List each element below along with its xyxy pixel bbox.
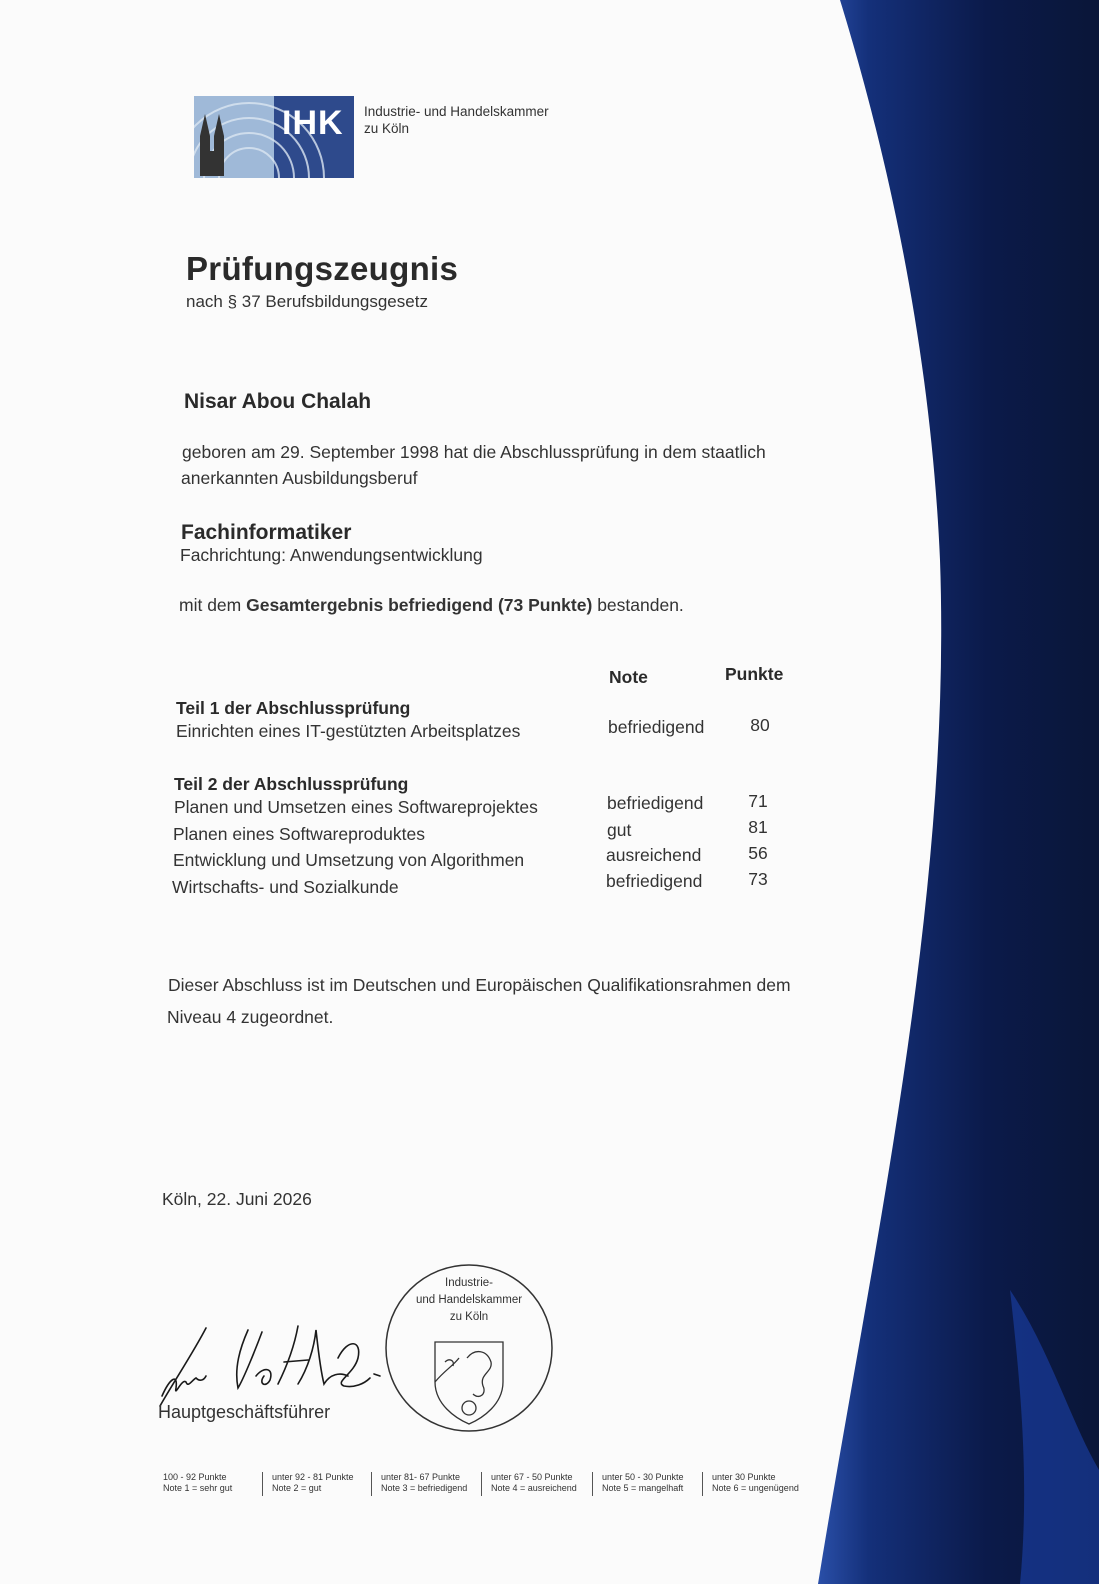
scale-range: unter 30 Punkte: [712, 1472, 776, 1482]
org-name-line2: zu Köln: [364, 121, 410, 136]
scale-note: Note 1 = sehr gut: [163, 1483, 233, 1493]
dqr-text-line2: Niveau 4 zugeordnet.: [167, 1007, 334, 1027]
scale-divider: [262, 1472, 263, 1496]
grading-scale-item: [272, 1472, 354, 1494]
scale-divider: [702, 1472, 703, 1496]
ihk-logo: [194, 96, 354, 178]
grading-scale-item: [163, 1472, 232, 1494]
signature-title: Hauptgeschäftsführer: [158, 1402, 331, 1422]
scale-range: unter 92 - 81 Punkte: [272, 1472, 354, 1482]
subject-name: Entwicklung und Umsetzung von Algorithmen: [173, 850, 525, 870]
scale-range: unter 67 - 50 Punkte: [491, 1472, 573, 1482]
seal-line2: und Handelskammer: [415, 1294, 523, 1306]
grading-scale-item: [381, 1472, 467, 1494]
overall-result: [179, 593, 684, 617]
scale-divider: [371, 1472, 372, 1496]
grading-scale-item: [602, 1472, 684, 1494]
seal-line1: Industrie-: [445, 1277, 493, 1289]
scale-divider: [592, 1472, 593, 1496]
scale-note: Note 3 = befriedigend: [381, 1483, 468, 1493]
scale-range: 100 - 92 Punkte: [163, 1472, 227, 1482]
subject-name: Planen eines Softwareproduktes: [173, 824, 425, 844]
subject-points: 80: [750, 715, 770, 735]
subject-points: 71: [748, 791, 768, 811]
scale-note: Note 2 = gut: [272, 1483, 322, 1493]
dqr-text-line1: Dieser Abschluss ist im Deutschen und Europäischen Qualifikationsrahmen dem: [168, 975, 791, 995]
subject-points: 81: [748, 817, 768, 837]
grading-scale-item: [712, 1472, 799, 1494]
document-subtitle: nach § 37 Berufsbildungsgesetz: [186, 292, 428, 311]
profession: Fachinformatiker: [181, 521, 352, 544]
document-title: Prüfungszeugnis: [186, 250, 459, 287]
subject-grade: ausreichend: [606, 845, 702, 865]
subject-grade: befriedigend: [608, 717, 705, 737]
birth-text-line2: anerkannten Ausbildungsberuf: [181, 468, 418, 488]
candidate-name: Nisar Abou Chalah: [184, 390, 372, 413]
subject-grade: befriedigend: [606, 871, 703, 891]
subject-name: Einrichten eines IT-gestützten Arbeitsplatzes: [176, 721, 521, 741]
seal-line3: zu Köln: [449, 1311, 489, 1323]
result-prefix: mit dem: [179, 595, 242, 615]
scale-range: unter 50 - 30 Punkte: [602, 1472, 684, 1482]
subject-name: Wirtschafts- und Sozialkunde: [172, 877, 399, 897]
subject-name: Planen und Umsetzen eines Softwareprojektes: [174, 797, 538, 817]
coat-of-arms-icon: [435, 1342, 503, 1424]
subject-grade: befriedigend: [607, 793, 704, 813]
scale-divider: [481, 1472, 482, 1496]
scale-note: Note 6 = ungenügend: [712, 1483, 799, 1493]
result-suffix: bestanden.: [597, 595, 684, 615]
handwritten-signature: [148, 1318, 388, 1410]
specialization: Fachrichtung: Anwendungsentwicklung: [180, 545, 483, 565]
column-header-note: Note: [609, 667, 648, 687]
subject-points: 73: [748, 869, 768, 889]
org-name-line1: Industrie- und Handelskammer: [364, 104, 549, 119]
subject-grade: gut: [607, 820, 632, 840]
official-seal: [383, 1262, 555, 1434]
scale-range: unter 81- 67 Punkte: [381, 1472, 461, 1482]
column-header-points: Punkte: [725, 664, 784, 684]
logo-text: IHK: [282, 104, 344, 142]
part2-title: Teil 2 der Abschlussprüfung: [174, 774, 409, 794]
grading-scale-item: [491, 1472, 577, 1494]
birth-text-line1: geboren am 29. September 1998 hat die Abschlussprüfung in dem staatlich: [182, 442, 766, 462]
subject-points: 56: [748, 843, 768, 863]
scale-note: Note 5 = mangelhaft: [602, 1483, 684, 1493]
place-date: Köln, 22. Juni 2026: [162, 1189, 312, 1209]
scale-note: Note 4 = ausreichend: [491, 1483, 577, 1493]
result-bold: Gesamtergebnis befriedigend (73 Punkte): [246, 595, 593, 615]
part1-title: Teil 1 der Abschlussprüfung: [176, 698, 411, 718]
